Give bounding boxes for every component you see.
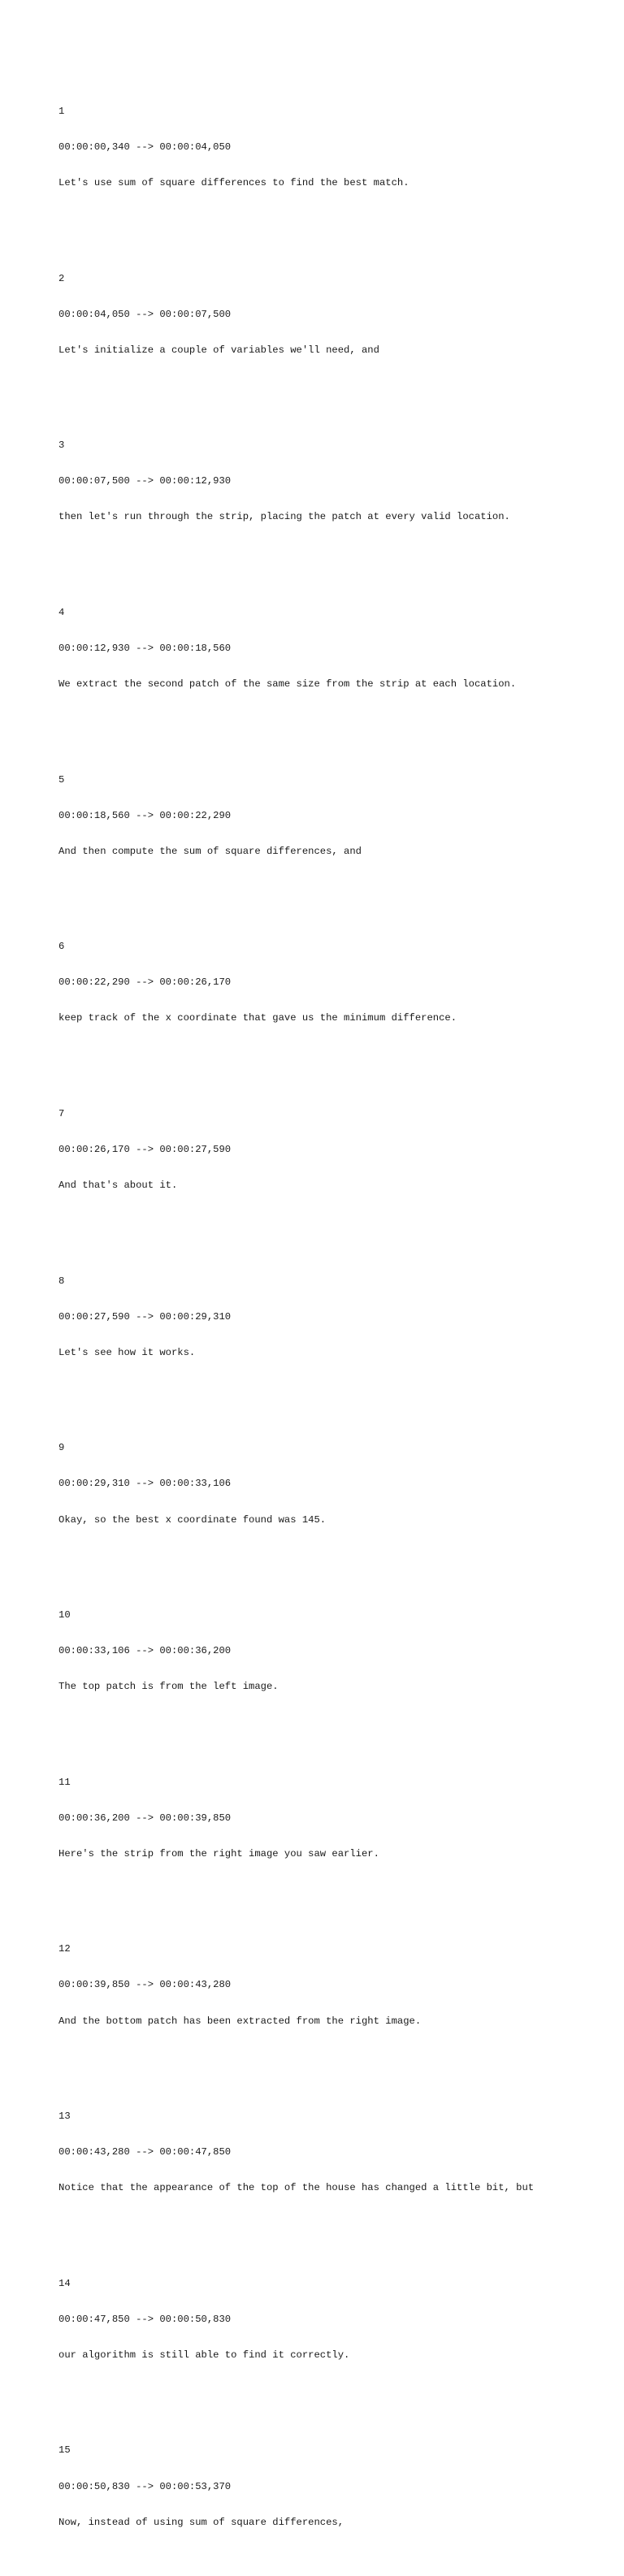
cue-index: 14	[58, 2277, 71, 2289]
cue-index: 13	[58, 2111, 71, 2123]
subtitle-cue	[58, 2087, 611, 2219]
cue-timing: 00:00:04,050 --> 00:00:07,500	[58, 308, 232, 320]
cue-text: And that's about it.	[58, 1180, 178, 1192]
subtitle-cue	[58, 1586, 611, 1717]
cue-index: 4	[58, 606, 65, 618]
cue-timing: 00:00:29,310 --> 00:00:33,106	[58, 1478, 232, 1490]
cue-index: 15	[58, 2444, 71, 2457]
cue-timing: 00:00:00,340 --> 00:00:04,050	[58, 141, 232, 153]
cue-text: Let's see how it works.	[58, 1346, 196, 1358]
cue-index: 5	[58, 773, 65, 786]
cue-index: 6	[58, 941, 65, 953]
cue-timing: 00:00:33,106 --> 00:00:36,200	[58, 1645, 232, 1657]
cue-timing: 00:00:39,850 --> 00:00:43,280	[58, 1979, 232, 1991]
subtitle-cue	[58, 81, 611, 213]
cue-timing: 00:00:36,200 --> 00:00:39,850	[58, 1812, 232, 1824]
cue-timing: 00:00:07,500 --> 00:00:12,930	[58, 475, 232, 487]
subtitle-cue	[58, 1251, 611, 1383]
cue-text: keep track of the x coordinate that gave us the minimum difference.	[58, 1012, 457, 1024]
cue-index: 3	[58, 439, 65, 452]
cue-index: 8	[58, 1275, 65, 1287]
subtitle-cue	[58, 750, 611, 881]
cue-text: Let's initialize a couple of variables we'll need, and	[58, 344, 379, 356]
cue-text: The top patch is from the left image.	[58, 1681, 279, 1693]
subtitle-cue	[58, 917, 611, 1049]
subtitle-document	[58, 58, 611, 2576]
cue-index: 7	[58, 1107, 65, 1119]
cue-timing: 00:00:47,850 --> 00:00:50,830	[58, 2313, 232, 2325]
cue-text: We extract the second patch of the same size from the strip at each location.	[58, 678, 517, 691]
subtitle-cue	[58, 1085, 611, 1216]
cue-timing: 00:00:18,560 --> 00:00:22,290	[58, 809, 232, 821]
cue-text: Now, instead of using sum of square differences,	[58, 2516, 344, 2528]
cue-index: 2	[58, 272, 65, 284]
subtitle-cue	[58, 582, 611, 714]
cue-text: Let's use sum of square differences to find the best match.	[58, 177, 410, 188]
subtitle-cue	[58, 1752, 611, 1884]
cue-timing: 00:00:22,290 --> 00:00:26,170	[58, 976, 232, 989]
cue-text: Notice that the appearance of the top of the house has changed a little bit, but	[58, 2182, 535, 2194]
subtitle-cue	[58, 1920, 611, 2051]
cue-index: 11	[58, 1776, 71, 1788]
cue-text: Okay, so the best x coordinate found was 145.	[58, 1513, 327, 1526]
subtitle-cue	[58, 2421, 611, 2552]
subtitle-cue	[58, 416, 611, 548]
cue-timing: 00:00:50,830 --> 00:00:53,370	[58, 2480, 232, 2492]
cue-timing: 00:00:26,170 --> 00:00:27,590	[58, 1144, 232, 1156]
cue-text: then let's run through the strip, placing the patch at every valid location.	[58, 511, 510, 523]
cue-timing: 00:00:27,590 --> 00:00:29,310	[58, 1310, 232, 1323]
cue-index: 9	[58, 1442, 65, 1454]
cue-text: And then compute the sum of square differences, and	[58, 845, 362, 857]
cue-text: Here's the strip from the right image you saw earlier.	[58, 1847, 379, 1859]
cue-text: our algorithm is still able to find it correctly.	[58, 2349, 350, 2361]
cue-timing: 00:00:43,280 --> 00:00:47,850	[58, 2146, 232, 2158]
cue-timing: 00:00:12,930 --> 00:00:18,560	[58, 642, 232, 654]
cue-index: 1	[58, 105, 65, 117]
cue-index: 10	[58, 1609, 71, 1621]
subtitle-cue	[58, 2253, 611, 2385]
cue-text: And the bottom patch has been extracted from the right image.	[58, 2015, 422, 2027]
subtitle-cue	[58, 249, 611, 380]
cue-index: 12	[58, 1943, 71, 1955]
subtitle-cue	[58, 1418, 611, 1550]
